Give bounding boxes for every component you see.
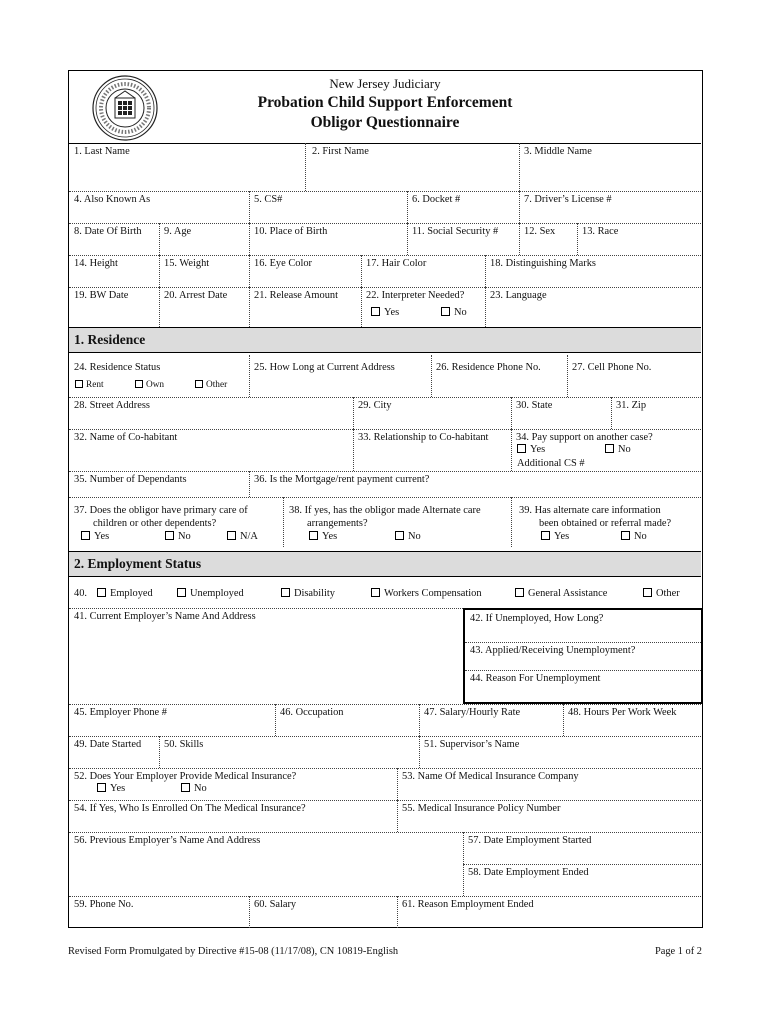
dependants-field[interactable]: 35. Number of Dependants (74, 474, 187, 485)
applied-unemployment-field[interactable]: 43. Applied/Receiving Unemployment? (470, 645, 636, 656)
employment-ended-field[interactable]: 58. Date Employment Ended (468, 867, 589, 878)
previous-employer-field[interactable]: 56. Previous Employer’s Name And Address (74, 835, 261, 846)
referral-label-1: 39. Has alternate care information (519, 505, 661, 516)
cell-phone-field[interactable]: 27. Cell Phone No. (572, 362, 652, 373)
employer-phone-field[interactable]: 45. Employer Phone # (74, 707, 167, 718)
primary-care-label-2: children or other dependents? (93, 518, 217, 529)
general-assistance-label: General Assistance (528, 588, 608, 599)
own-checkbox[interactable] (135, 380, 143, 388)
employed-checkbox[interactable] (97, 588, 106, 597)
race-field[interactable]: 13. Race (582, 226, 619, 237)
salary-rate-field[interactable]: 47. Salary/Hourly Rate (424, 707, 521, 718)
arrest-date-field[interactable]: 20. Arrest Date (164, 290, 228, 301)
form-subtitle: Obligor Questionnaire (310, 114, 460, 131)
hair-color-field[interactable]: 17. Hair Color (366, 258, 427, 269)
interpreter-yes-checkbox[interactable] (371, 307, 380, 316)
form-header (69, 71, 701, 143)
release-amount-field[interactable]: 21. Release Amount (254, 290, 338, 301)
primary-care-na-label: N/A (240, 531, 258, 542)
alternate-care-no-label: No (408, 531, 421, 542)
interpreter-no-checkbox[interactable] (441, 307, 450, 316)
residence-status-label: 24. Residence Status (74, 362, 161, 373)
primary-care-na-checkbox[interactable] (227, 531, 236, 540)
eye-color-field[interactable]: 16. Eye Color (254, 258, 313, 269)
employed-label: Employed (110, 588, 153, 599)
age-field[interactable]: 9. Age (164, 226, 192, 237)
unemployed-how-long-field[interactable]: 42. If Unemployed, How Long? (470, 613, 604, 624)
interpreter-yes-label: Yes (384, 307, 400, 318)
other-employment-checkbox[interactable] (643, 588, 652, 597)
docket-field[interactable]: 6. Docket # (412, 194, 461, 205)
another-case-yes-label: Yes (530, 444, 546, 455)
date-started-field[interactable]: 49. Date Started (74, 739, 142, 750)
primary-care-yes-label: Yes (94, 531, 110, 542)
unemployment-box (463, 608, 703, 704)
skills-field[interactable]: 50. Skills (164, 739, 204, 750)
place-of-birth-field[interactable]: 10. Place of Birth (254, 226, 328, 237)
referral-yes-label: Yes (554, 531, 570, 542)
state-field[interactable]: 30. State (516, 400, 553, 411)
sex-field[interactable]: 12. Sex (524, 226, 556, 237)
insurance-policy-field[interactable]: 55. Medical Insurance Policy Number (402, 803, 561, 814)
rent-checkbox[interactable] (75, 380, 83, 388)
residence-section-heading: 1. Residence (69, 327, 701, 353)
previous-salary-field[interactable]: 60. Salary (254, 899, 297, 910)
referral-no-checkbox[interactable] (621, 531, 630, 540)
referral-no-label: No (634, 531, 647, 542)
occupation-field[interactable]: 46. Occupation (280, 707, 344, 718)
referral-yes-checkbox[interactable] (541, 531, 550, 540)
disability-checkbox[interactable] (281, 588, 290, 597)
another-case-label: 34. Pay support on another case? (516, 432, 653, 443)
primary-care-yes-checkbox[interactable] (81, 531, 90, 540)
insurance-enrolled-field[interactable]: 54. If Yes, Who Is Enrolled On The Medical Insurance? (74, 803, 306, 814)
cohabitant-name-field[interactable]: 32. Name of Co-habitant (74, 432, 178, 443)
referral-label-2: been obtained or referral made? (539, 518, 672, 529)
first-name-field[interactable]: 2. First Name (312, 146, 369, 157)
unemployment-reason-field[interactable]: 44. Reason For Unemployment (470, 673, 601, 684)
insurance-company-field[interactable]: 53. Name Of Medical Insurance Company (402, 771, 579, 782)
rent-label: Rent (86, 380, 104, 390)
form-title: Probation Child Support Enforcement (257, 94, 513, 111)
height-field[interactable]: 14. Height (74, 258, 118, 269)
another-case-no-checkbox[interactable] (605, 444, 614, 453)
unemployed-checkbox[interactable] (177, 588, 186, 597)
page-number: Page 1 of 2 (654, 946, 702, 957)
distinguishing-marks-field[interactable]: 18. Distinguishing Marks (490, 258, 596, 269)
street-address-field[interactable]: 28. Street Address (74, 400, 150, 411)
current-employer-field[interactable]: 41. Current Employer’s Name And Address (74, 611, 256, 622)
other-residence-label: Other (206, 380, 228, 390)
employment-started-field[interactable]: 57. Date Employment Started (468, 835, 592, 846)
residence-phone-field[interactable]: 26. Residence Phone No. (436, 362, 541, 373)
own-label: Own (146, 380, 165, 390)
weight-field[interactable]: 15. Weight (164, 258, 210, 269)
interpreter-needed-label: 22. Interpreter Needed? (366, 290, 465, 301)
unemployed-label: Unemployed (190, 588, 244, 599)
supervisor-name-field[interactable]: 51. Supervisor’s Name (424, 739, 520, 750)
time-at-address-field[interactable]: 25. How Long at Current Address (254, 362, 395, 373)
aka-field[interactable]: 4. Also Known As (74, 194, 151, 205)
medical-insurance-yes-label: Yes (110, 783, 126, 794)
alternate-care-label-1: 38. If yes, has the obligor made Alternate care (289, 505, 481, 516)
middle-name-field[interactable]: 3. Middle Name (524, 146, 592, 157)
alternate-care-label-2: arrangements? (307, 518, 368, 529)
other-residence-checkbox[interactable] (195, 380, 203, 388)
primary-care-label-1: 37. Does the obligor have primary care of (74, 505, 248, 516)
alternate-care-yes-checkbox[interactable] (309, 531, 318, 540)
drivers-license-field[interactable]: 7. Driver’s License # (524, 194, 612, 205)
dob-field[interactable]: 8. Date Of Birth (74, 226, 142, 237)
zip-field[interactable]: 31. Zip (616, 400, 647, 411)
primary-care-no-checkbox[interactable] (165, 531, 174, 540)
primary-care-no-label: No (178, 531, 191, 542)
medical-insurance-no-checkbox[interactable] (181, 783, 190, 792)
medical-insurance-yes-checkbox[interactable] (97, 783, 106, 792)
mortgage-current-field[interactable]: 36. Is the Mortgage/rent payment current? (254, 474, 430, 485)
another-case-no-label: No (618, 444, 631, 455)
medical-insurance-no-label: No (194, 783, 207, 794)
cohabitant-relationship-field[interactable]: 33. Relationship to Co-habitant (358, 432, 489, 443)
agency-name: New Jersey Judiciary (329, 76, 441, 91)
city-field[interactable]: 29. City (358, 400, 392, 411)
employment-status-label: 40. (74, 588, 87, 599)
general-assistance-checkbox[interactable] (515, 588, 524, 597)
workers-comp-checkbox[interactable] (371, 588, 380, 597)
reason-ended-field[interactable]: 61. Reason Employment Ended (402, 899, 534, 910)
interpreter-no-label: No (454, 307, 467, 318)
alternate-care-yes-label: Yes (322, 531, 338, 542)
alternate-care-no-checkbox[interactable] (395, 531, 404, 540)
bw-date-field[interactable]: 19. BW Date (74, 290, 129, 301)
questionnaire-form (68, 70, 703, 928)
another-case-yes-checkbox[interactable] (517, 444, 526, 453)
cs-number-field[interactable]: 5. CS# (254, 194, 283, 205)
employment-section-heading: 2. Employment Status (69, 551, 701, 577)
revision-note: Revised Form Promulgated by Directive #15-08 (11/17/08), CN 10819-English (68, 946, 399, 957)
last-name-field[interactable]: 1. Last Name (74, 146, 130, 157)
ssn-field[interactable]: 11. Social Security # (412, 226, 499, 237)
additional-cs-field[interactable]: Additional CS # (517, 458, 585, 469)
workers-comp-label: Workers Compensation (384, 588, 482, 599)
medical-insurance-label: 52. Does Your Employer Provide Medical Insurance? (74, 771, 297, 782)
other-employment-label: Other (656, 588, 680, 599)
hours-per-week-field[interactable]: 48. Hours Per Work Week (568, 707, 677, 718)
previous-phone-field[interactable]: 59. Phone No. (74, 899, 134, 910)
language-field[interactable]: 23. Language (490, 290, 547, 301)
disability-label: Disability (294, 588, 335, 599)
